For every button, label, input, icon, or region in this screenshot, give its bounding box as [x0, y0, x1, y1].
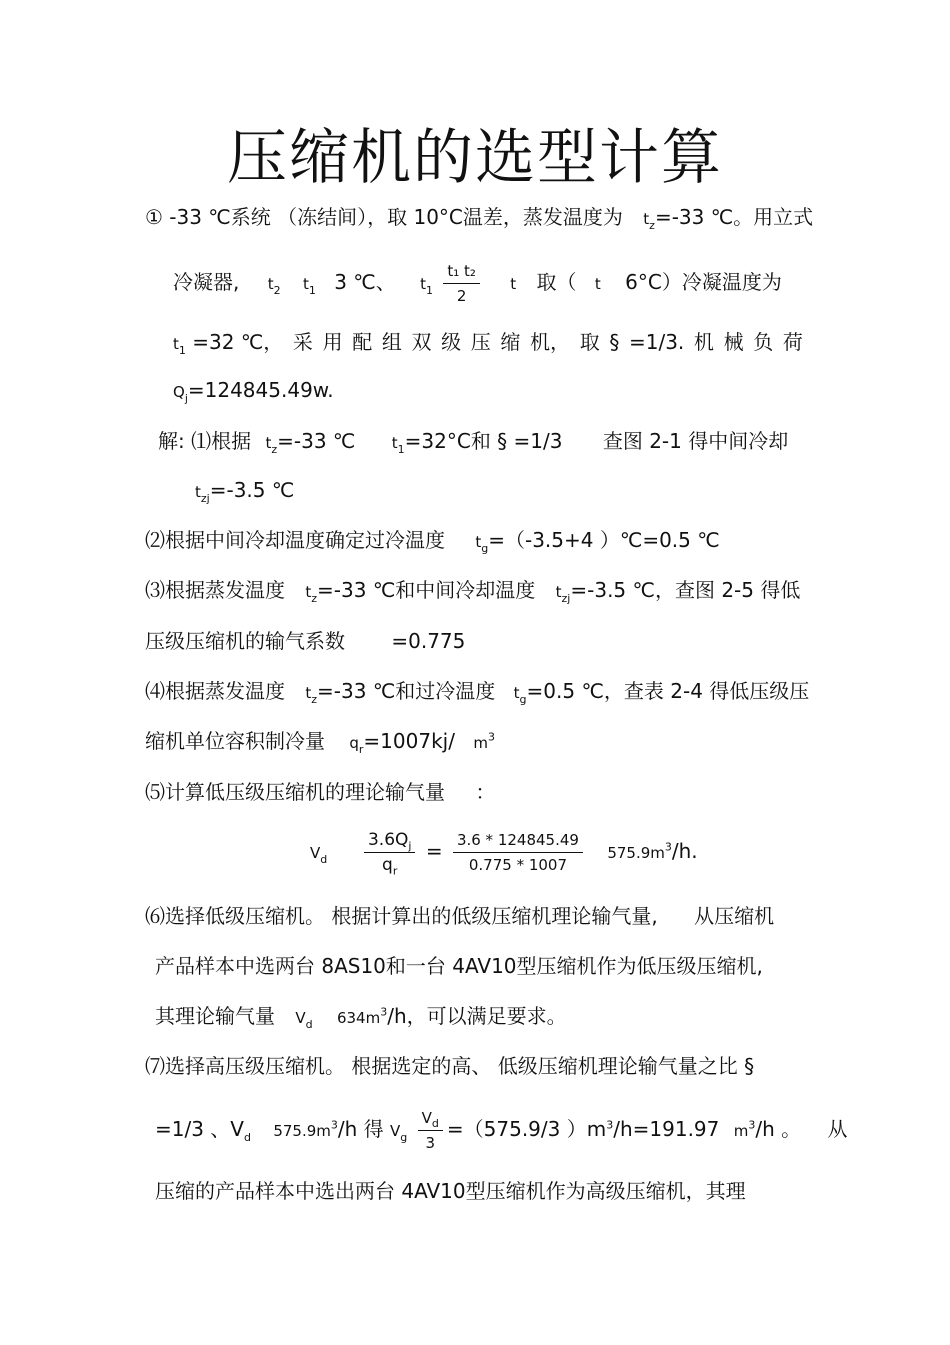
fraction: $\frac{V_d}{3}$ [418, 1106, 443, 1155]
page-title: 压缩机的选型计算 [227, 123, 723, 193]
paragraph-line: $t_{zj}=-3.5$ ℃ [195, 478, 295, 505]
equation: $V_d$ $\frac{3.6Q_j}{q_r}$ = $\frac{3.6 * 124845.49}{0.775 * 1007}$ $575.9m^3/h$. [310, 830, 698, 878]
paragraph-line: ⑸计算低压级压缩机的理论输气量 ： [145, 780, 496, 804]
paragraph-line: 其理论输气量 $V_d$ $634m^3/h$，可以满足要求。 [155, 1004, 567, 1031]
paragraph-line: 缩机单位容积制冷量 $q_r=1007kj/$ $m^3$ [145, 729, 495, 756]
paragraph-line: =1/3 、$V_d$ $575.9m^3/h$ 得 $V_g$ $\frac{V_d}{3}$ =（575.9/3 ）$m^3/h=191.97$ $m^3/h$ 。 从 [155, 1102, 805, 1158]
fraction: $\frac{3.6 * 124845.49}{0.775 * 1007}$ [453, 828, 583, 877]
paragraph-line: ① -33 ℃系统 （冻结间），取 10°C温差，蒸发温度为 $t_z=-33$ ℃。用立式 [145, 205, 814, 232]
paragraph-line: 产品样本中选两台 8AS10和一台 4AV10型压缩机作为低压级压缩机, [155, 954, 763, 978]
paragraph-line: ⑺选择高压级压缩机。 根据选定的高、 低级压缩机理论输气量之比 § [145, 1054, 755, 1078]
paragraph-line: ⑵根据中间冷却温度确定过冷温度 $t_g=(-3.5+4$ ）℃=0.5 ℃ [145, 528, 720, 555]
fraction: $\frac{3.6Q_j}{q_r}$ [364, 828, 415, 877]
paragraph-line: 冷凝器, $t_2$ $t_1$ 3 ℃、 $t_1$ $\frac{\text{t₁ t₂}}{2}$ t 取（ t 6°C）冷凝温度为 [173, 258, 803, 308]
paragraph-line: 压缩的产品样本中选出两台 4AV10型压缩机作为高级压缩机，其理 [155, 1179, 746, 1203]
paragraph-line: ⑷根据蒸发温度 $t_z=-33$ ℃和过冷温度 $t_g=0.5$ ℃，查表 2-4 得低压级压 [145, 679, 810, 706]
paragraph-line: ⑹选择低级压缩机。 根据计算出的低级压缩机理论输气量, 从压缩机 [145, 904, 775, 928]
fraction: $\frac{\text{t₁ t₂}}{2}$ [443, 259, 480, 308]
paragraph-line: 解: ⑴根据 $t_z=-33$ ℃ $t_1=32^\circ C$和 § =1/3 查图 2-1 得中间冷却 [158, 429, 789, 456]
paragraph-line: $t_1 =32$ ℃， 采 用 配 组 双 级 压 缩 机， 取 § =1/3. 机 械 负 荷 [173, 330, 803, 357]
paragraph-line: ⑶根据蒸发温度 $t_z=-33$ ℃和中间冷却温度 $t_{zj}=-3.5$ ℃，查图 2-5 得低 [145, 578, 801, 605]
paragraph-line: $Q_j=124845.49w$. [173, 378, 334, 405]
paragraph-line: 压级压缩机的输气系数 =0.775 [145, 629, 466, 653]
